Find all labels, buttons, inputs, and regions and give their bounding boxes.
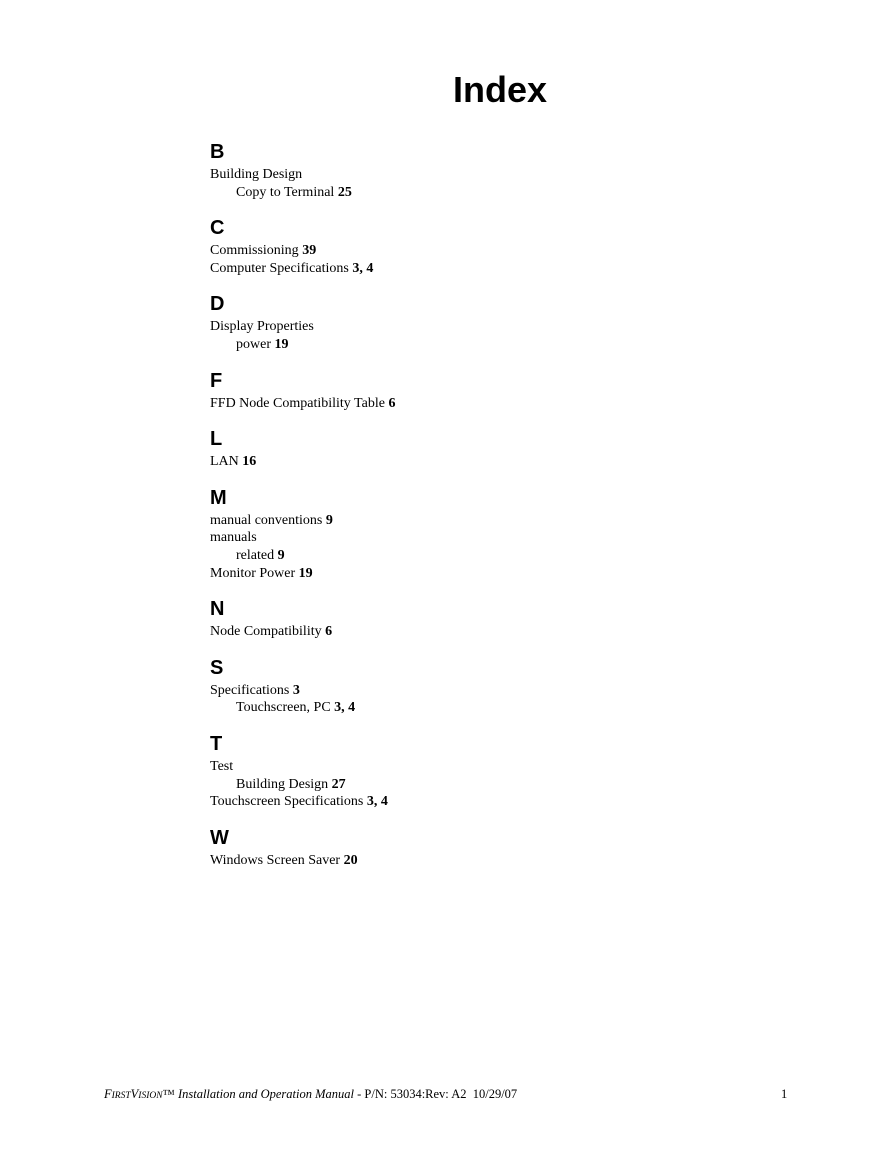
index-entry <box>210 758 690 776</box>
entry-page-numbers: 16 <box>242 454 257 470</box>
entry-term: Display Properties <box>210 319 314 335</box>
index-subentry <box>210 184 690 202</box>
index-entry <box>210 260 690 278</box>
entry-term: Test <box>210 758 234 774</box>
entry-page-numbers: 3 <box>292 682 300 698</box>
footer-brand-rest-1: IRST <box>111 1091 131 1101</box>
entry-term: LAN <box>210 454 239 470</box>
section-letter: L <box>210 428 223 451</box>
index-subentry <box>210 336 690 354</box>
entry-term: FFD Node Compatibility Table <box>210 395 385 411</box>
index-entry <box>210 453 690 471</box>
index-entry <box>210 318 690 336</box>
index-section <box>210 141 690 201</box>
entry-page-numbers: 25 <box>337 184 352 200</box>
index-entry <box>210 512 690 530</box>
entry-term: manuals <box>210 530 257 546</box>
entry-page-numbers: 3, 4 <box>352 260 374 276</box>
footer-brand-rest-2: ISION <box>138 1091 163 1101</box>
entry-page-numbers: 19 <box>274 336 289 352</box>
entry-page-numbers: 39 <box>302 243 317 259</box>
index-section <box>210 217 690 277</box>
index-entry <box>210 529 690 547</box>
index-section <box>210 657 690 717</box>
index-subentry <box>210 776 690 794</box>
entry-term: Specifications <box>210 682 290 698</box>
footer-manual-title: Installation and Operation Manual <box>174 1087 354 1101</box>
index-section <box>210 293 690 353</box>
entry-term: Touchscreen Specifications <box>210 794 364 810</box>
index-section <box>210 428 690 471</box>
index-entry <box>210 852 690 870</box>
entry-page-numbers: 9 <box>277 547 285 563</box>
index-entry <box>210 682 690 700</box>
footer-part-info: - P/N: 53034:Rev: A2 10/29/07 <box>353 1087 518 1101</box>
entry-term: Touchscreen, PC <box>236 700 331 716</box>
section-letter: B <box>210 141 225 163</box>
index-entry <box>210 242 690 260</box>
index-subentry <box>210 699 690 717</box>
index-subentry <box>210 547 690 565</box>
footer-brand-initial-1: F <box>104 1087 112 1101</box>
section-letter: F <box>210 369 223 392</box>
index-section <box>210 827 690 870</box>
index-section <box>210 598 690 641</box>
index-entry <box>210 395 690 413</box>
entry-page-numbers: 9 <box>325 512 333 528</box>
section-letter: T <box>210 732 223 755</box>
entry-term: power <box>236 336 271 352</box>
page-number: 1 <box>781 1087 788 1101</box>
section-letter: W <box>210 826 229 849</box>
entry-term: Building Design <box>236 776 329 792</box>
entry-term: Monitor Power <box>210 565 296 581</box>
entry-term: Building Design <box>210 167 303 182</box>
entry-page-numbers: 3, 4 <box>334 700 356 716</box>
section-letter: M <box>210 486 227 509</box>
index-entry <box>210 565 690 583</box>
index-section <box>210 733 690 811</box>
entry-page-numbers: 3, 4 <box>366 794 388 810</box>
entry-term: Windows Screen Saver <box>210 852 341 868</box>
entry-page-numbers: 6 <box>325 624 333 640</box>
entry-page-numbers: 19 <box>298 565 313 581</box>
entry-term: Computer Specifications <box>210 260 349 276</box>
index-section <box>210 487 690 582</box>
footer-brand-initial-2: V <box>130 1087 139 1101</box>
section-letter: C <box>210 217 225 240</box>
entry-term: Commissioning <box>210 243 299 259</box>
entry-term: manual conventions <box>210 512 323 528</box>
page-title: Index <box>453 69 548 110</box>
index-entry <box>210 623 690 641</box>
entry-term: related <box>236 547 275 563</box>
page-footer <box>104 1086 517 1104</box>
index-section <box>210 370 690 413</box>
section-letter: D <box>210 293 225 316</box>
section-letter: S <box>210 656 224 679</box>
entry-page-numbers: 6 <box>388 395 396 411</box>
entry-term: Copy to Terminal <box>236 184 335 200</box>
entry-term: Node Compatibility <box>210 624 322 640</box>
index-entry <box>210 793 690 811</box>
entry-page-numbers: 27 <box>331 776 346 792</box>
index-entry <box>210 166 690 184</box>
entry-page-numbers: 20 <box>343 852 358 868</box>
index-body <box>210 141 690 885</box>
section-letter: N <box>210 598 225 621</box>
footer-trademark: ™ <box>162 1087 175 1101</box>
